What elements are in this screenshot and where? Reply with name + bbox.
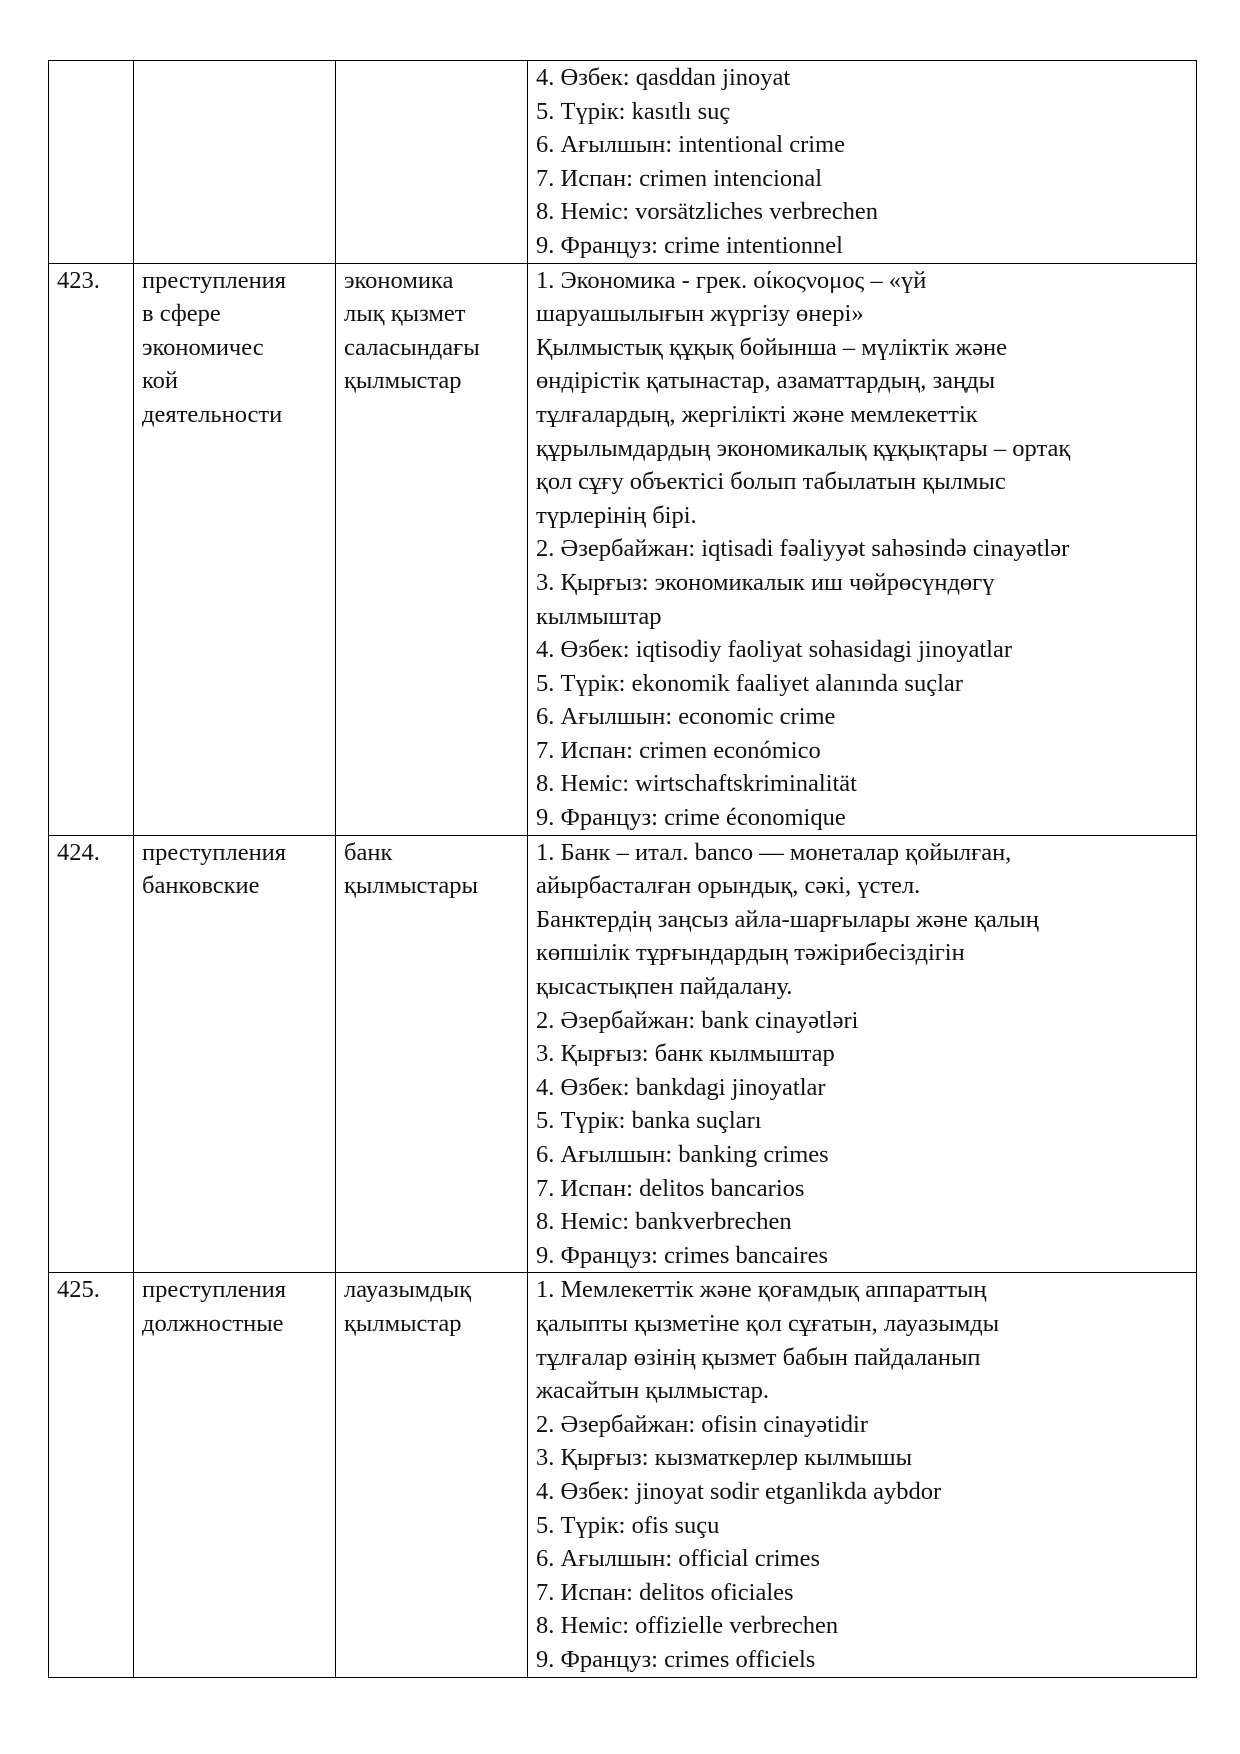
definition-line: Қылмыстық құқық бойынша – мүліктік және — [536, 333, 1007, 361]
glossary-body — [49, 61, 1197, 1678]
definition-line: 3. Қырғыз: кызматкерлер кылмышы — [536, 1444, 913, 1472]
russian-term-line: преступления — [142, 1276, 287, 1304]
definition-line: 2. Әзербайжан: iqtisadi fəaliyyət sahəsində cinayətlər — [536, 535, 1070, 563]
entry-number: 424. — [49, 835, 134, 1273]
definition-line: 7. Испан: delitos bancarios — [536, 1174, 805, 1202]
definition-line: құрылымдардың экономикалық құқықтары – ортақ — [536, 434, 1071, 462]
kazakh-term-line: лауазымдық — [344, 1276, 472, 1304]
definition-line: 9. Француз: crimes officiels — [536, 1645, 816, 1673]
entry-number: 425. — [49, 1273, 134, 1677]
definition-line: Банктердің заңсыз айла-шарғылары және қалың — [536, 905, 1039, 933]
definition-line: өндірістік қатынастар, азаматтардың, заңды — [536, 367, 996, 395]
russian-term-cell — [134, 61, 336, 264]
definition-line: көпшілік тұрғындардың тәжірибесіздігін — [536, 939, 965, 967]
definition-line: 9. Француз: crime intentionnel — [536, 231, 843, 259]
definition-line: тұлғалардың, жергілікті және мемлекеттік — [536, 400, 978, 428]
definition-line: 8. Неміс: wirtschaftskriminalität — [536, 770, 857, 798]
kazakh-term-cell — [336, 263, 528, 835]
russian-term-line: экономичес — [142, 333, 264, 361]
definition-line: 1. Экономика - грек. οίκοςνομος – «үй — [536, 266, 927, 294]
definition-line: 5. Түрік: ekonomik faaliyet alanında suçlar — [536, 669, 963, 697]
definition-line: 9. Француз: crime économique — [536, 804, 846, 832]
kazakh-term-cell — [336, 835, 528, 1273]
definition-line: қол сұғу объектісі болып табылатын қылмыс — [536, 468, 1006, 496]
definition-line: кылмыштар — [536, 602, 662, 630]
definition-line: 6. Ағылшын: banking crimes — [536, 1141, 829, 1168]
entry-number — [49, 61, 134, 264]
kazakh-term-line: қылмыстары — [344, 872, 479, 900]
table-row — [49, 263, 1197, 835]
definition-line: жасайтын қылмыстар. — [536, 1377, 770, 1405]
kazakh-term-line: экономика — [344, 266, 454, 294]
definition-line: 8. Неміс: bankverbrechen — [536, 1208, 792, 1236]
kazakh-term-line: саласындағы — [344, 333, 480, 361]
definition-line: айырбасталған орындық, сәкі, үстел. — [536, 872, 921, 900]
definition-line: 6. Ағылшын: intentional crime — [536, 131, 845, 159]
russian-term-line: преступления — [142, 266, 287, 294]
definition-line: 4. Өзбек: qasddan jinoyat — [536, 64, 791, 91]
definition-line: 2. Әзербайжан: ofisin cinayətidir — [536, 1410, 868, 1438]
glossary-table — [48, 60, 1197, 1678]
definition-line: 4. Өзбек: bankdagi jinoyatlar — [536, 1073, 826, 1101]
table-row — [49, 1273, 1197, 1677]
definition-line: шаруашылығын жүргізу өнері» — [536, 300, 864, 328]
definition-line: 8. Неміс: vorsätzliches verbrechen — [536, 198, 879, 226]
definition-line: 2. Әзербайжан: bank cinayətləri — [536, 1006, 859, 1034]
russian-term-line: в сфере — [142, 300, 221, 328]
definition-line: 9. Француз: crimes bancaires — [536, 1241, 828, 1269]
definition-line: 5. Түрік: banka suçları — [536, 1107, 762, 1135]
definition-cell — [528, 263, 1197, 835]
russian-term-cell — [134, 1273, 336, 1677]
definition-line: 3. Қырғыз: экономикалык иш чөйрөсүндөгү — [536, 568, 995, 596]
definition-line: 6. Ағылшын: official crimes — [536, 1545, 821, 1573]
definition-line: 5. Түрік: kasıtlı suç — [536, 97, 731, 125]
definition-line: 4. Өзбек: iqtisodiy faoliyat sohasidagi jinoyatlar — [536, 636, 1013, 664]
definition-line: 1. Банк – итал. banco — монеталар қойылған, — [536, 838, 1012, 866]
russian-term-line: преступления — [142, 838, 287, 866]
russian-term-line: кой — [142, 367, 179, 395]
definition-line: 7. Испан: crimen económico — [536, 736, 821, 764]
kazakh-term-line: лық қызмет — [344, 300, 466, 328]
definition-line: 7. Испан: crimen intencional — [536, 164, 823, 192]
definition-line: қысастықпен пайдалану. — [536, 973, 793, 1001]
definition-cell — [528, 1273, 1197, 1677]
kazakh-term-cell — [336, 61, 528, 264]
definition-line: 6. Ағылшын: economic crime — [536, 703, 836, 731]
table-row — [49, 835, 1197, 1273]
definition-line: қалыпты қызметіне қол сұғатын, лауазымды — [536, 1309, 1000, 1337]
russian-term-cell — [134, 263, 336, 835]
definition-line: түрлерінің бірі. — [536, 501, 697, 529]
kazakh-term-cell — [336, 1273, 528, 1677]
kazakh-term-line: қылмыстар — [344, 367, 462, 395]
definition-line: 4. Өзбек: jinoyat sodir etganlikda aybdor — [536, 1477, 942, 1505]
definition-line: 8. Неміс: offizielle verbrechen — [536, 1612, 839, 1640]
definition-line: 5. Түрік: ofis suçu — [536, 1511, 720, 1539]
russian-term-cell — [134, 835, 336, 1273]
definition-line: тұлғалар өзінің қызмет бабын пайдаланып — [536, 1343, 981, 1371]
table-row — [49, 61, 1197, 264]
kazakh-term-line: банк — [344, 838, 393, 866]
russian-term-line: банковские — [142, 872, 260, 900]
definition-cell — [528, 61, 1197, 264]
russian-term-line: должностные — [142, 1309, 284, 1337]
russian-term-line: деятельности — [142, 400, 283, 428]
definition-line: 1. Мемлекеттік және қоғамдық аппараттың — [536, 1276, 987, 1304]
entry-number: 423. — [49, 263, 134, 835]
definition-cell — [528, 835, 1197, 1273]
kazakh-term-line: қылмыстар — [344, 1309, 462, 1337]
definition-line: 3. Қырғыз: банк кылмыштар — [536, 1040, 835, 1068]
definition-line: 7. Испан: delitos oficiales — [536, 1578, 794, 1606]
